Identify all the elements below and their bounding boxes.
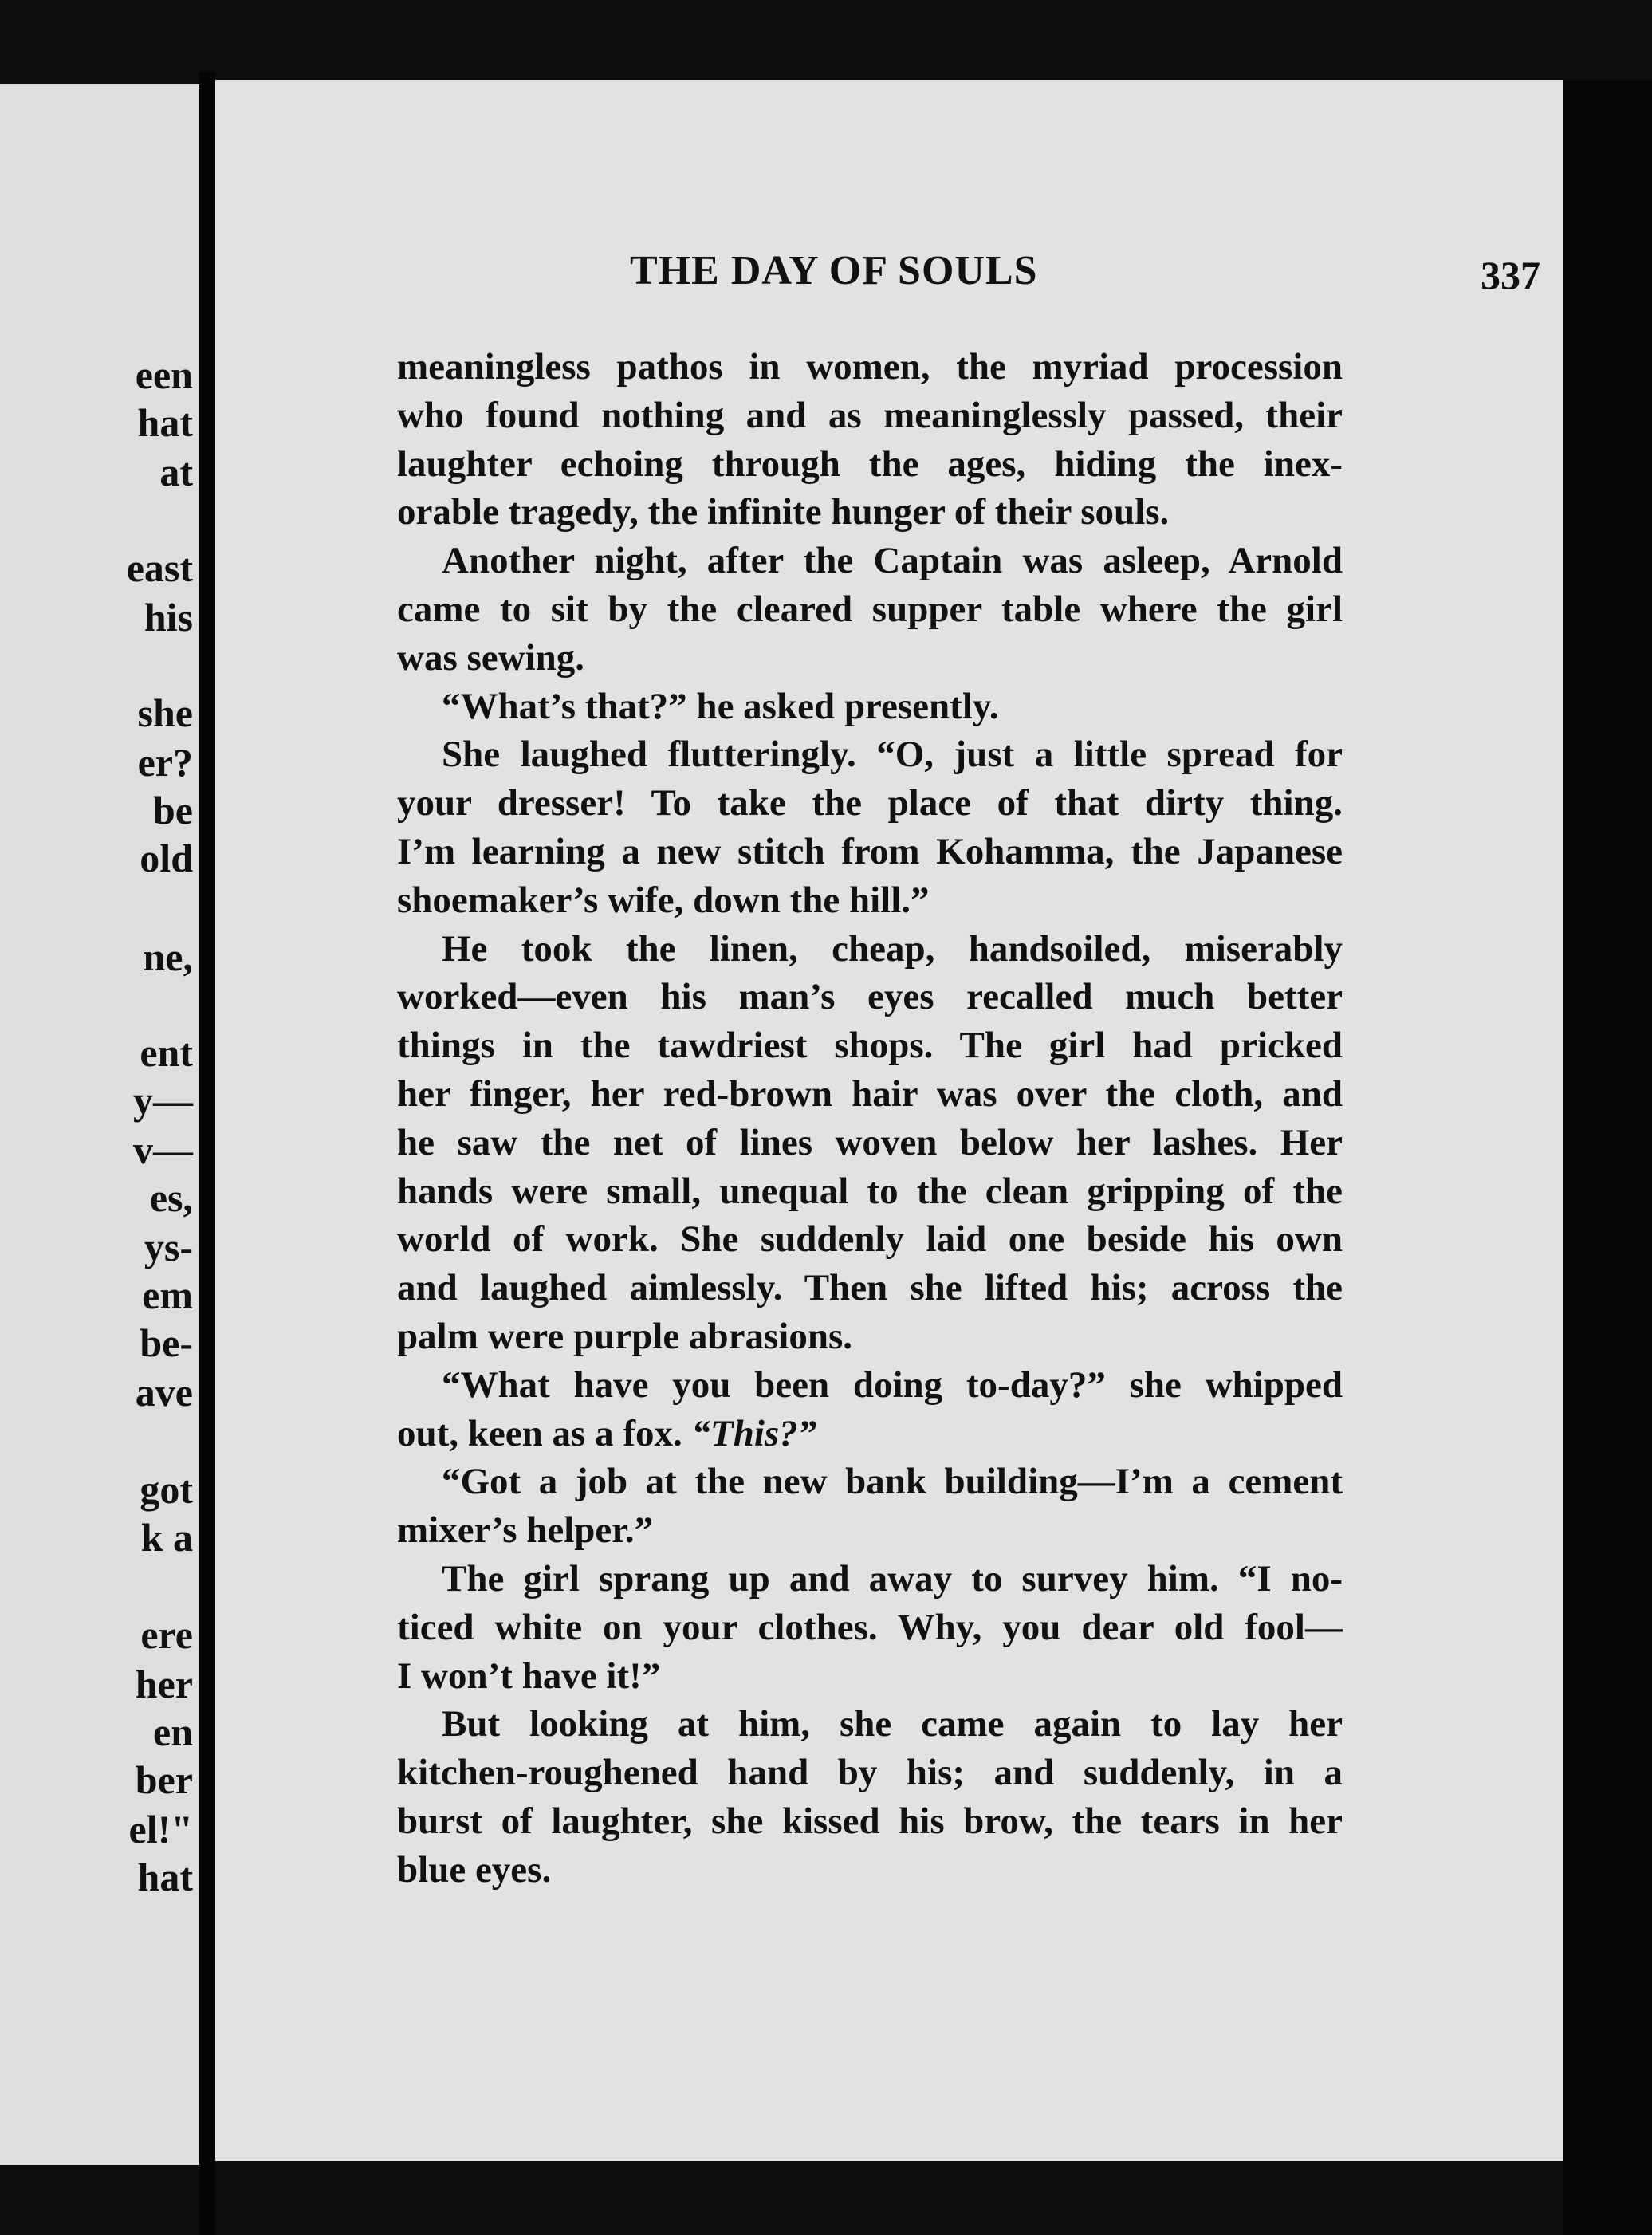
text-line: was sewing. [397, 636, 585, 679]
left-page-text-fragment: een [135, 352, 193, 397]
text-line: I won’t have it!” [397, 1655, 661, 1697]
text-line: who found nothing and as meaninglessly passed, their [397, 394, 1343, 436]
text-line: he saw the net of lines woven below her lashes. Her [397, 1121, 1343, 1163]
text-line: worked—even his man’s eyes recalled much better [397, 976, 1343, 1018]
left-page-text-fragment: east [126, 545, 193, 590]
left-page-text-fragment: ys- [144, 1225, 193, 1269]
text-line: But looking at him, she came again to lay her [442, 1703, 1343, 1745]
left-page-text-fragment: el!" [128, 1807, 193, 1851]
left-page-text-fragment: ne, [143, 935, 193, 979]
left-page-text-fragment: old [140, 836, 193, 880]
text-line: your dresser! To take the place of that dirty thing. [397, 782, 1343, 824]
left-page-text-fragment: ave [135, 1370, 193, 1415]
left-page-text-fragment: she [137, 691, 193, 735]
page-number: 337 [1481, 253, 1540, 297]
text-line: He took the linen, cheap, handsoiled, miserably [442, 927, 1343, 970]
left-page-text-fragment: at [159, 450, 193, 494]
text-line: shoemaker’s wife, down the hill.” [397, 879, 930, 921]
text-line: “What’s that?” he asked presently. [442, 685, 999, 727]
book-gutter [199, 72, 215, 2235]
text-line: ticed white on your clothes. Why, you dear old fool— [397, 1606, 1343, 1648]
text-line: Another night, after the Captain was asleep, Arnold [442, 540, 1343, 582]
text-line: orable tragedy, the infinite hunger of their souls. [397, 491, 1170, 533]
text-line: meaningless pathos in women, the myriad procession [397, 346, 1343, 388]
left-page-fragment [0, 84, 199, 2165]
page-edge-shadow [1563, 80, 1652, 2235]
left-page-text-fragment: ere [140, 1612, 193, 1657]
left-page-text-fragment: her [135, 1662, 193, 1706]
text-line: The girl sprang up and away to survey him. “I no- [442, 1557, 1343, 1600]
left-page-text-fragment: v— [133, 1127, 193, 1172]
left-page-text-fragment: y— [133, 1078, 193, 1123]
running-title: THE DAY OF SOULS [630, 248, 1038, 293]
running-header [215, 247, 1563, 303]
text-line: laughter echoing through the ages, hiding the inex- [397, 443, 1343, 485]
book-page [215, 80, 1563, 2161]
text-line: world of work. She suddenly laid one beside his own [397, 1218, 1343, 1261]
left-page-text-fragment: en [153, 1710, 193, 1754]
left-page-text-fragment: er? [137, 740, 193, 785]
text-line: “Got a job at the new bank building—I’m a cement [442, 1461, 1343, 1503]
text-line: things in the tawdriest shops. The girl had pricked [397, 1025, 1343, 1067]
left-page-text-fragment: ber [135, 1757, 193, 1802]
text-line: I’m learning a new stitch from Kohamma, the Japanese [397, 830, 1343, 872]
text-line: “What have you been doing to-day?” she whipped [442, 1363, 1343, 1406]
left-page-text-fragment: hat [137, 400, 193, 445]
text-line: blue eyes. [397, 1848, 552, 1891]
body-text [397, 343, 1343, 1895]
text-line: hands were small, unequal to the clean gripping of the [397, 1170, 1343, 1212]
left-page-text-fragment: k a [140, 1515, 193, 1560]
left-page-text-fragment: be- [140, 1320, 193, 1365]
left-page-text-fragment: got [140, 1467, 193, 1512]
text-line: palm were purple abrasions. [397, 1315, 852, 1357]
left-page-text-fragment: be [153, 788, 193, 832]
left-page-text-fragment: ent [140, 1030, 193, 1075]
italic-phrase: “This?” [691, 1412, 817, 1454]
text-line: came to sit by the cleared supper table where the girl [397, 588, 1343, 630]
text-line: kitchen-roughened hand by his; and suddenly, in a [397, 1752, 1343, 1794]
left-page-text-fragment: his [144, 595, 193, 639]
left-page-text-fragment: hat [137, 1855, 193, 1899]
text-line: burst of laughter, she kissed his brow, the tears in her [397, 1800, 1343, 1842]
text-line: her finger, her red-brown hair was over the cloth, and [397, 1072, 1343, 1115]
left-page-text-fragment: es, [149, 1175, 193, 1220]
text-line: and laughed aimlessly. Then she lifted his; across the [397, 1267, 1343, 1309]
text-line [397, 1410, 1343, 1458]
left-page-text-fragment: em [142, 1273, 193, 1317]
text-line-part: out, keen as a fox. [397, 1412, 682, 1454]
text-line: She laughed flutteringly. “O, just a little spread for [442, 734, 1343, 776]
text-line: mixer’s helper.” [397, 1509, 654, 1552]
